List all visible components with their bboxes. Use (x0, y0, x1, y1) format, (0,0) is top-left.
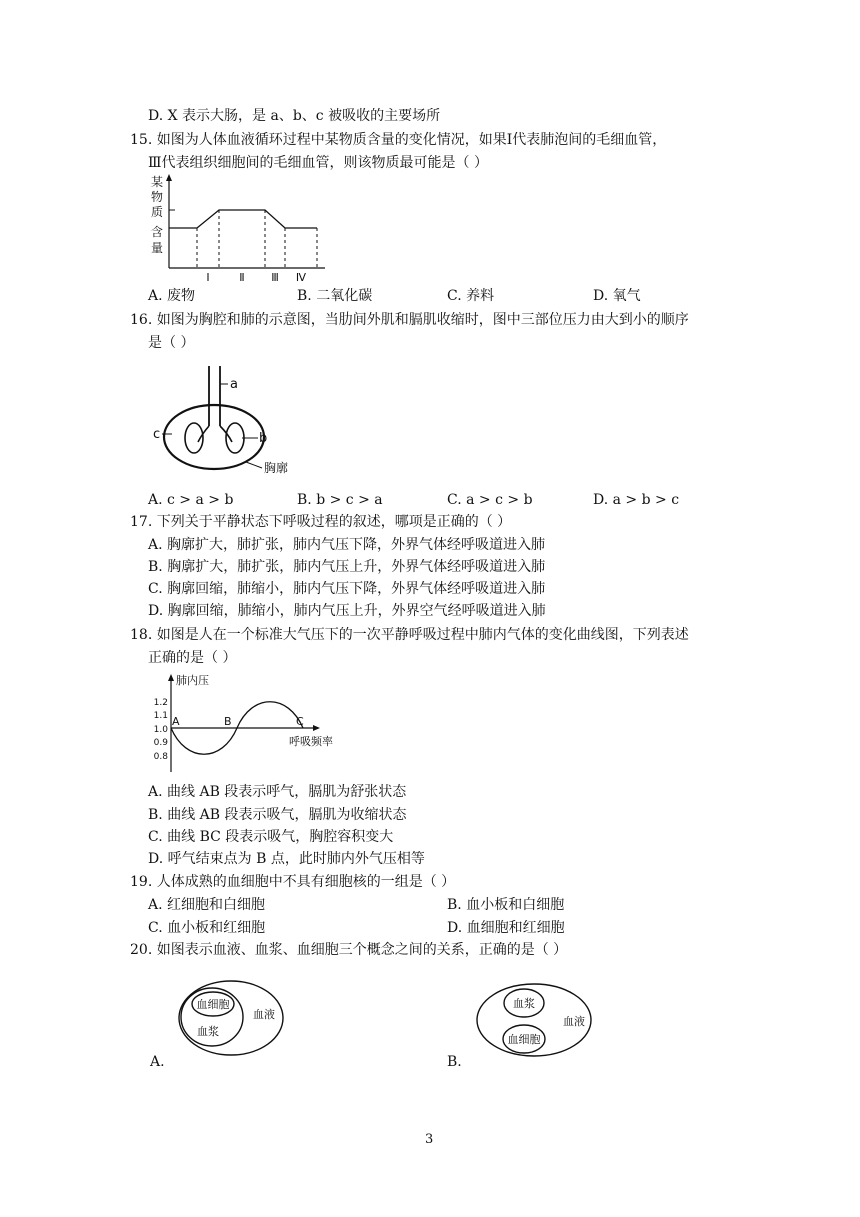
q15-stem-line2: Ⅲ代表组织细胞间的毛细血管，则该物质最可能是（ ） (148, 155, 488, 171)
q16-label-a: a (230, 377, 238, 392)
q18-point-b: B (224, 715, 232, 728)
q15-xtick-label: Ⅱ (239, 271, 245, 284)
q15-ylabel-char: 某 (151, 175, 164, 189)
q20-figure-a-caption: A. (150, 1054, 165, 1070)
q16-chest-cavity (164, 405, 264, 469)
q15-option-b: B. 二氧化碳 (297, 288, 373, 304)
q18-ytick: 0.9 (153, 738, 168, 748)
q14-option-d: D. X 表示大肠，是 a、b、c 被吸收的主要场所 (148, 108, 441, 124)
q18-ytick: 0.8 (153, 752, 168, 762)
q15-option-c: C. 养料 (447, 288, 495, 304)
q17-option-c: C. 胸廓回缩，肺缩小，肺内气压下降，外界气体经呼吸道进入肺 (148, 581, 546, 597)
q15-xtick-label: Ⅳ (295, 271, 307, 284)
q16-label-b: b (259, 431, 268, 446)
q15-option-d: D. 氧气 (593, 288, 641, 304)
q16-option-d: D. a > b > c (593, 492, 680, 508)
q18-stem-line1: 18. 如图是人在一个标准大气压下的一次平静呼吸过程中肺内气体的变化曲线图，下列表述 (130, 627, 689, 643)
q18-y-arrow (168, 674, 174, 681)
q20-stem: 20. 如图表示血液、血浆、血细胞三个概念之间的关系，正确的是（ ） (130, 942, 568, 958)
q18-ylabel: 肺内压 (176, 674, 209, 687)
q19-option-d: D. 血细胞和红细胞 (447, 920, 565, 936)
q19-option-b: B. 血小板和白细胞 (447, 897, 565, 913)
q18-ytick: 1.1 (153, 711, 168, 721)
q20b-plasma-label: 血浆 (513, 997, 535, 1010)
q19-option-a: A. 红细胞和白细胞 (148, 897, 266, 913)
q19-option-c: C. 血小板和红细胞 (148, 920, 266, 936)
q18-point-c: C (296, 715, 304, 728)
q15-substance-figure (145, 172, 335, 284)
q15-ylabel-char: 含 (151, 225, 164, 239)
q16-pointer-chest (246, 462, 262, 468)
q17-option-a: A. 胸廓扩大，肺扩张，肺内气压下降，外界气体经呼吸道进入肺 (148, 537, 546, 553)
q15-ylabel (151, 175, 163, 255)
q18-option-a: A. 曲线 AB 段表示呼气，膈肌为舒张状态 (148, 784, 407, 800)
q18-option-b: B. 曲线 AB 段表示吸气，膈肌为收缩状态 (148, 807, 407, 823)
q18-option-d: D. 呼气结束点为 B 点，此时肺内外气压相等 (148, 851, 425, 867)
q20-figure-b-caption: B. (447, 1054, 462, 1070)
q18-ytick: 1.2 (153, 698, 168, 708)
q15-option-a: A. 废物 (148, 288, 196, 304)
q15-xtick-label: Ⅲ (271, 271, 279, 284)
q20-diagram-b (472, 982, 602, 1062)
q18-stem-line2: 正确的是（ ） (148, 650, 237, 666)
q15-xtick-label: Ⅰ (206, 271, 210, 284)
q16-option-b: B. b > c > a (297, 492, 383, 508)
q16-trachea (209, 366, 220, 426)
q18-pressure-figure (148, 670, 348, 776)
q20a-cell-label: 血细胞 (196, 998, 230, 1011)
q16-stem-line2: 是（ ） (148, 335, 195, 351)
q20-diagram-a (175, 978, 295, 1064)
q18-x-arrow (313, 725, 320, 731)
q15-stem-line1: 15. 如图为人体血液循环过程中某物质含量的变化情况，如果Ⅰ代表肺泡间的毛细血管， (130, 132, 667, 148)
q18-option-c: C. 曲线 BC 段表示吸气，胸腔容积变大 (148, 829, 394, 845)
page-number: 3 (425, 1132, 434, 1147)
q20b-blood-label: 血液 (563, 1015, 585, 1028)
q15-ylabel-char: 质 (151, 205, 164, 219)
q19-stem: 19. 人体成熟的血细胞中不具有细胞核的一组是（ ） (130, 874, 456, 890)
q18-point-a: A (172, 715, 180, 728)
q15-ylabel-char: 物 (151, 190, 164, 204)
q16-stem-line1: 16. 如图为胸腔和肺的示意图，当肋间外肌和膈肌收缩时，图中三部位压力由大到小的顺序 (130, 312, 689, 328)
q16-label-chest: 胸廓 (264, 461, 289, 475)
q15-curve (169, 210, 317, 228)
q18-xlabel: 呼吸频率 (289, 735, 333, 748)
q15-y-arrow (166, 174, 172, 181)
q20b-cell-label: 血细胞 (507, 1033, 541, 1046)
q17-option-b: B. 胸廓扩大，肺扩张，肺内气压上升，外界气体经呼吸道进入肺 (148, 559, 546, 575)
q17-option-d: D. 胸廓回缩，肺缩小，肺内气压上升，外界空气经呼吸道进入肺 (148, 603, 546, 619)
q16-chest-lung-figure (150, 362, 310, 480)
q20a-plasma-label: 血浆 (197, 1025, 219, 1038)
q16-right-lung (226, 423, 244, 453)
q15-dashed-lines (197, 210, 317, 268)
q15-ylabel-char: 量 (151, 241, 164, 255)
q16-option-c: C. a > c > b (447, 492, 533, 508)
q17-stem: 17. 下列关于平静状态下呼吸过程的叙述，哪项是正确的（ ） (130, 514, 512, 530)
q16-label-c: c (153, 427, 161, 442)
q16-option-a: A. c > a > b (148, 492, 234, 508)
q20a-blood-label: 血液 (253, 1008, 275, 1021)
q18-ytick: 1.0 (153, 725, 168, 735)
